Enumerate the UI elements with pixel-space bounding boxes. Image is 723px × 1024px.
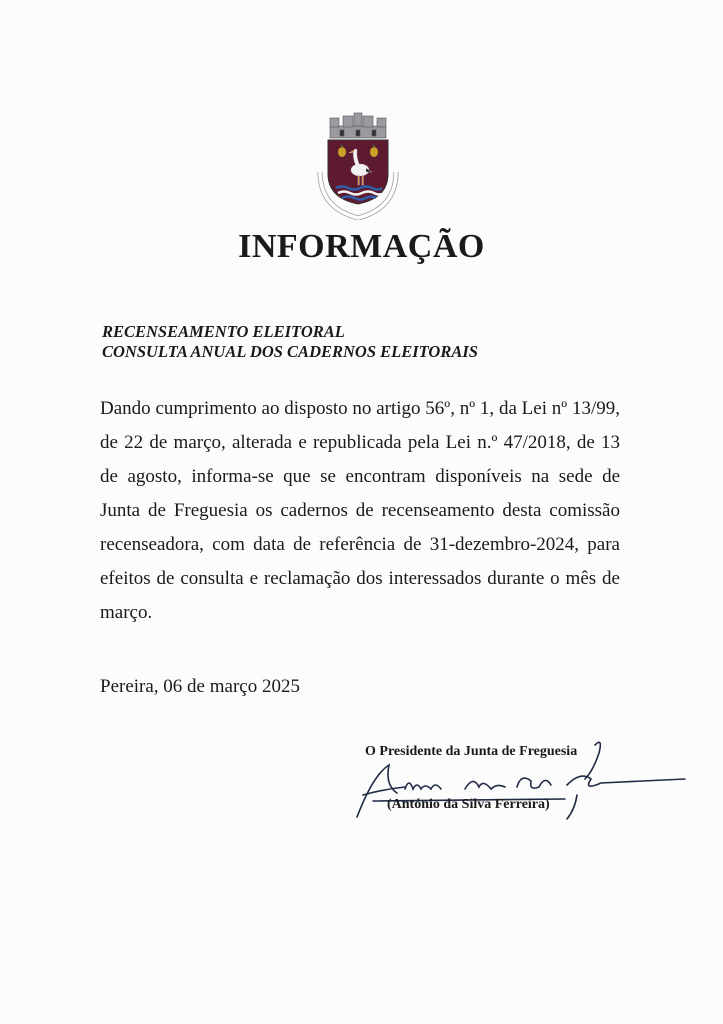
signatory-title: O Presidente da Junta de Freguesia [365,744,578,759]
subject-line: RECENSEAMENTO ELEITORAL [102,322,345,341]
signatory-name: (António da Silva Ferreira) [387,797,550,812]
mural-crown [330,113,386,138]
place-date: Pereira, 06 de março 2025 [100,676,300,697]
page-title: INFORMAÇÃO [238,228,485,265]
body-paragraph: Dando cumprimento ao disposto no artigo 56º, nº 1, da Lei nº 13/99, de 22 de março, alterada e republicada pela Lei n.º 47/2018, de 13 de agosto, informa-se que se encontram disponíveis na sede de Junta de Freguesia os cadernos de recenseamento desta comissão recenseadora, com data de referência de 31-dezembro-2024, para efeitos de consulta e reclamação dos interessados durante o mês de março. [100,398,620,623]
subject-heading [102,322,478,362]
coat-of-arms-icon [316,112,400,220]
subject-line: CONSULTA ANUAL DOS CADERNOS ELEITORAIS [102,342,478,361]
